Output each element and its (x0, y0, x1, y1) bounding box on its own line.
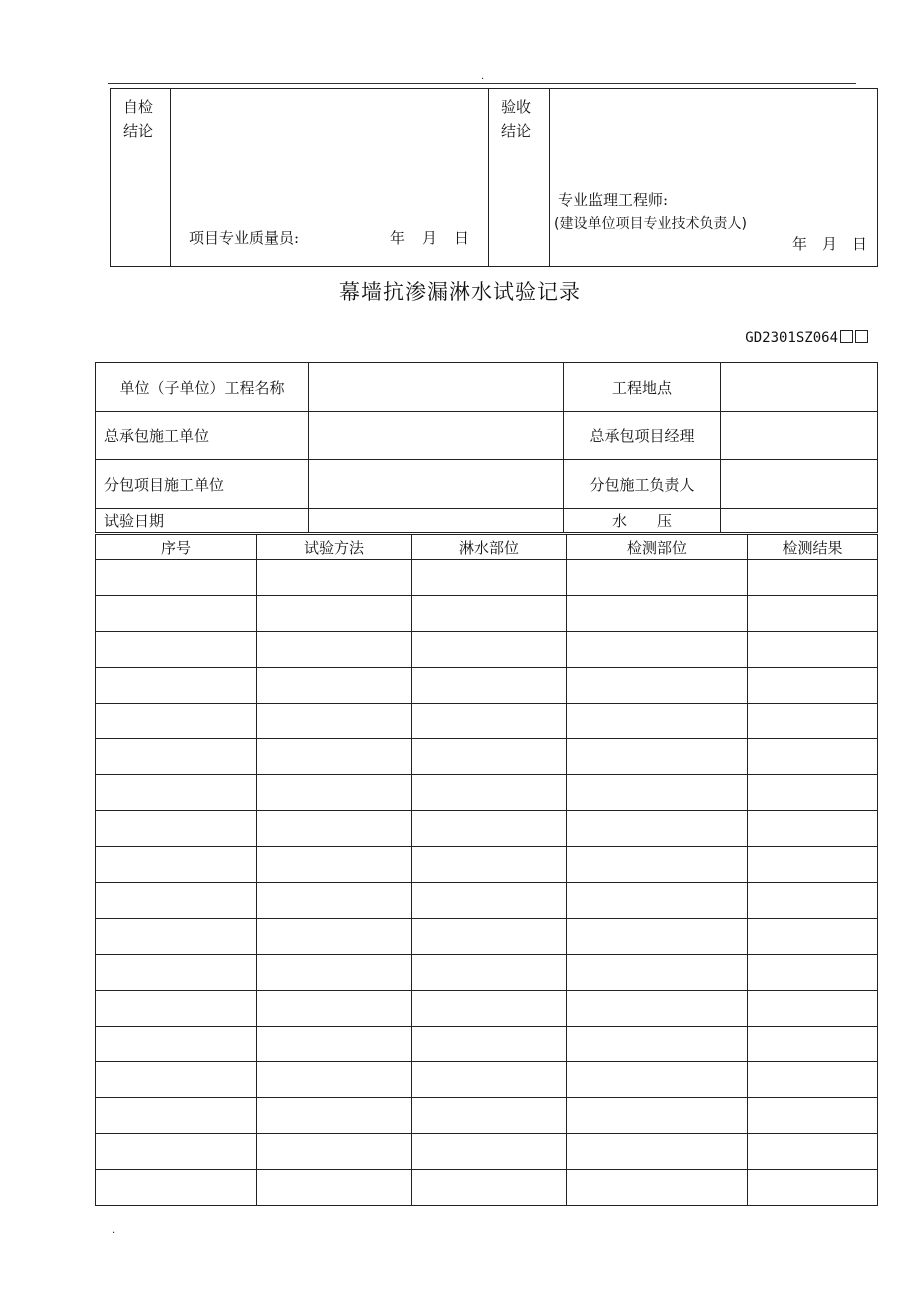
result-cell[interactable] (748, 560, 878, 596)
spray-area-cell[interactable] (412, 1062, 567, 1098)
inspect-area-cell[interactable] (567, 883, 748, 919)
acceptance-date: 年 月 日 (791, 235, 867, 253)
col-header-serial: 序号 (96, 535, 257, 560)
footer-dot: . (112, 1225, 116, 1236)
table-row (96, 1134, 878, 1170)
serial-cell[interactable] (96, 560, 257, 596)
serial-cell[interactable] (96, 847, 257, 883)
acceptance-content-cell[interactable] (550, 89, 878, 267)
result-cell[interactable] (748, 1170, 878, 1206)
method-cell[interactable] (257, 811, 412, 847)
spray-area-cell[interactable] (412, 739, 567, 775)
table-row (96, 1098, 878, 1134)
method-cell[interactable] (257, 775, 412, 811)
gc-manager-label: 总承包项目经理 (564, 412, 721, 460)
table-row (96, 918, 878, 954)
form-code (745, 330, 868, 346)
supervisor-label: 专业监理工程师: (558, 191, 669, 209)
general-contractor-field[interactable] (309, 412, 564, 460)
serial-cell[interactable] (96, 667, 257, 703)
spray-area-cell[interactable] (412, 1134, 567, 1170)
result-cell[interactable] (748, 990, 878, 1026)
result-cell[interactable] (748, 1098, 878, 1134)
method-cell[interactable] (257, 847, 412, 883)
serial-cell[interactable] (96, 918, 257, 954)
sub-manager-field[interactable] (721, 460, 878, 509)
result-cell[interactable] (748, 811, 878, 847)
method-cell[interactable] (257, 1026, 412, 1062)
method-cell[interactable] (257, 739, 412, 775)
spray-area-cell[interactable] (412, 703, 567, 739)
result-cell[interactable] (748, 847, 878, 883)
method-cell[interactable] (257, 667, 412, 703)
serial-cell[interactable] (96, 1098, 257, 1134)
method-cell[interactable] (257, 1098, 412, 1134)
col-header-method: 试验方法 (257, 535, 412, 560)
inspect-area-cell[interactable] (567, 775, 748, 811)
serial-cell[interactable] (96, 1062, 257, 1098)
method-cell[interactable] (257, 918, 412, 954)
serial-cell[interactable] (96, 631, 257, 667)
spray-area-cell[interactable] (412, 811, 567, 847)
water-pressure-field[interactable] (721, 509, 878, 533)
serial-cell[interactable] (96, 990, 257, 1026)
col-header-inspect-area: 检测部位 (567, 535, 748, 560)
result-cell[interactable] (748, 775, 878, 811)
spray-area-cell[interactable] (412, 667, 567, 703)
project-name-label: 单位（子单位）工程名称 (96, 363, 309, 412)
inspect-area-cell[interactable] (567, 990, 748, 1026)
inspect-area-cell[interactable] (567, 739, 748, 775)
table-header-row (96, 535, 878, 560)
table-row (96, 739, 878, 775)
method-cell[interactable] (257, 631, 412, 667)
serial-cell[interactable] (96, 883, 257, 919)
self-check-date: 年 月 日 (389, 229, 470, 247)
header-dot: . (481, 71, 485, 82)
sub-manager-label: 分包施工负责人 (564, 460, 721, 509)
result-cell[interactable] (748, 883, 878, 919)
inspect-area-cell[interactable] (567, 703, 748, 739)
result-cell[interactable] (748, 595, 878, 631)
method-cell[interactable] (257, 883, 412, 919)
inspect-area-cell[interactable] (567, 1098, 748, 1134)
result-cell[interactable] (748, 1134, 878, 1170)
method-cell[interactable] (257, 1134, 412, 1170)
acceptance-label-line2: 结论 (501, 122, 532, 140)
table-row (96, 990, 878, 1026)
serial-cell[interactable] (96, 811, 257, 847)
spray-area-cell[interactable] (412, 631, 567, 667)
subcontractor-field[interactable] (309, 460, 564, 509)
col-header-spray-area: 淋水部位 (412, 535, 567, 560)
subcontractor-label: 分包项目施工单位 (96, 460, 309, 509)
serial-cell[interactable] (96, 739, 257, 775)
table-row (96, 1026, 878, 1062)
inspect-area-cell[interactable] (567, 631, 748, 667)
inspect-area-cell[interactable] (567, 595, 748, 631)
gc-manager-field[interactable] (721, 412, 878, 460)
inspect-area-cell[interactable] (567, 918, 748, 954)
method-cell[interactable] (257, 1062, 412, 1098)
project-name-field[interactable] (309, 363, 564, 412)
method-cell[interactable] (257, 954, 412, 990)
quality-officer-label: 项目专业质量员: (189, 229, 300, 247)
conclusion-table (110, 88, 878, 267)
table-row (96, 811, 878, 847)
spray-area-cell[interactable] (412, 1098, 567, 1134)
result-cell[interactable] (748, 667, 878, 703)
table-row (96, 560, 878, 596)
table-row (96, 775, 878, 811)
table-row (96, 667, 878, 703)
spray-area-cell[interactable] (412, 775, 567, 811)
inspect-area-cell[interactable] (567, 1170, 748, 1206)
test-date-label: 试验日期 (96, 509, 309, 533)
inspect-area-cell[interactable] (567, 667, 748, 703)
record-table (95, 534, 878, 1206)
table-row (96, 1170, 878, 1206)
self-check-label-line2: 结论 (123, 122, 154, 140)
method-cell[interactable] (257, 1170, 412, 1206)
table-row (96, 847, 878, 883)
col-header-result: 检测结果 (748, 535, 878, 560)
inspect-area-cell[interactable] (567, 954, 748, 990)
owner-rep-label: (建设单位项目专业技术负责人) (554, 216, 747, 232)
self-check-content-cell[interactable] (171, 89, 489, 267)
inspect-area-cell[interactable] (567, 1062, 748, 1098)
result-cell[interactable] (748, 1026, 878, 1062)
self-check-label-line1: 自检 (123, 98, 154, 116)
serial-cell[interactable] (96, 1134, 257, 1170)
method-cell[interactable] (257, 703, 412, 739)
spray-area-cell[interactable] (412, 847, 567, 883)
serial-cell[interactable] (96, 703, 257, 739)
location-field[interactable] (721, 363, 878, 412)
form-code-text: GD2301SZ064 (745, 330, 838, 346)
table-row (96, 954, 878, 990)
water-pressure-label: 水 压 (564, 509, 721, 533)
inspect-area-cell[interactable] (567, 811, 748, 847)
table-row (96, 883, 878, 919)
table-row (96, 703, 878, 739)
code-box-2[interactable] (855, 330, 868, 343)
serial-cell[interactable] (96, 1170, 257, 1206)
acceptance-label-line1: 验收 (501, 98, 532, 116)
code-box-1[interactable] (840, 330, 853, 343)
spray-area-cell[interactable] (412, 1170, 567, 1206)
inspect-area-cell[interactable] (567, 847, 748, 883)
spray-area-cell[interactable] (412, 954, 567, 990)
inspect-area-cell[interactable] (567, 1026, 748, 1062)
serial-cell[interactable] (96, 775, 257, 811)
location-label: 工程地点 (564, 363, 721, 412)
header-rule (108, 83, 856, 84)
method-cell[interactable] (257, 560, 412, 596)
spray-area-cell[interactable] (412, 918, 567, 954)
inspect-area-cell[interactable] (567, 560, 748, 596)
table-row (96, 595, 878, 631)
table-row (96, 631, 878, 667)
result-cell[interactable] (748, 631, 878, 667)
result-cell[interactable] (748, 739, 878, 775)
result-cell[interactable] (748, 954, 878, 990)
spray-area-cell[interactable] (412, 595, 567, 631)
result-cell[interactable] (748, 1062, 878, 1098)
spray-area-cell[interactable] (412, 883, 567, 919)
result-cell[interactable] (748, 703, 878, 739)
form-title: 幕墙抗渗漏淋水试验记录 (339, 280, 581, 304)
serial-cell[interactable] (96, 954, 257, 990)
result-cell[interactable] (748, 918, 878, 954)
test-date-field[interactable] (309, 509, 564, 533)
spray-area-cell[interactable] (412, 1026, 567, 1062)
table-row (96, 1062, 878, 1098)
spray-area-cell[interactable] (412, 990, 567, 1026)
inspect-area-cell[interactable] (567, 1134, 748, 1170)
method-cell[interactable] (257, 990, 412, 1026)
general-contractor-label: 总承包施工单位 (96, 412, 309, 460)
spray-area-cell[interactable] (412, 560, 567, 596)
method-cell[interactable] (257, 595, 412, 631)
acceptance-label-cell (489, 89, 550, 267)
info-table (95, 362, 878, 533)
serial-cell[interactable] (96, 595, 257, 631)
serial-cell[interactable] (96, 1026, 257, 1062)
self-check-label-cell (111, 89, 171, 267)
